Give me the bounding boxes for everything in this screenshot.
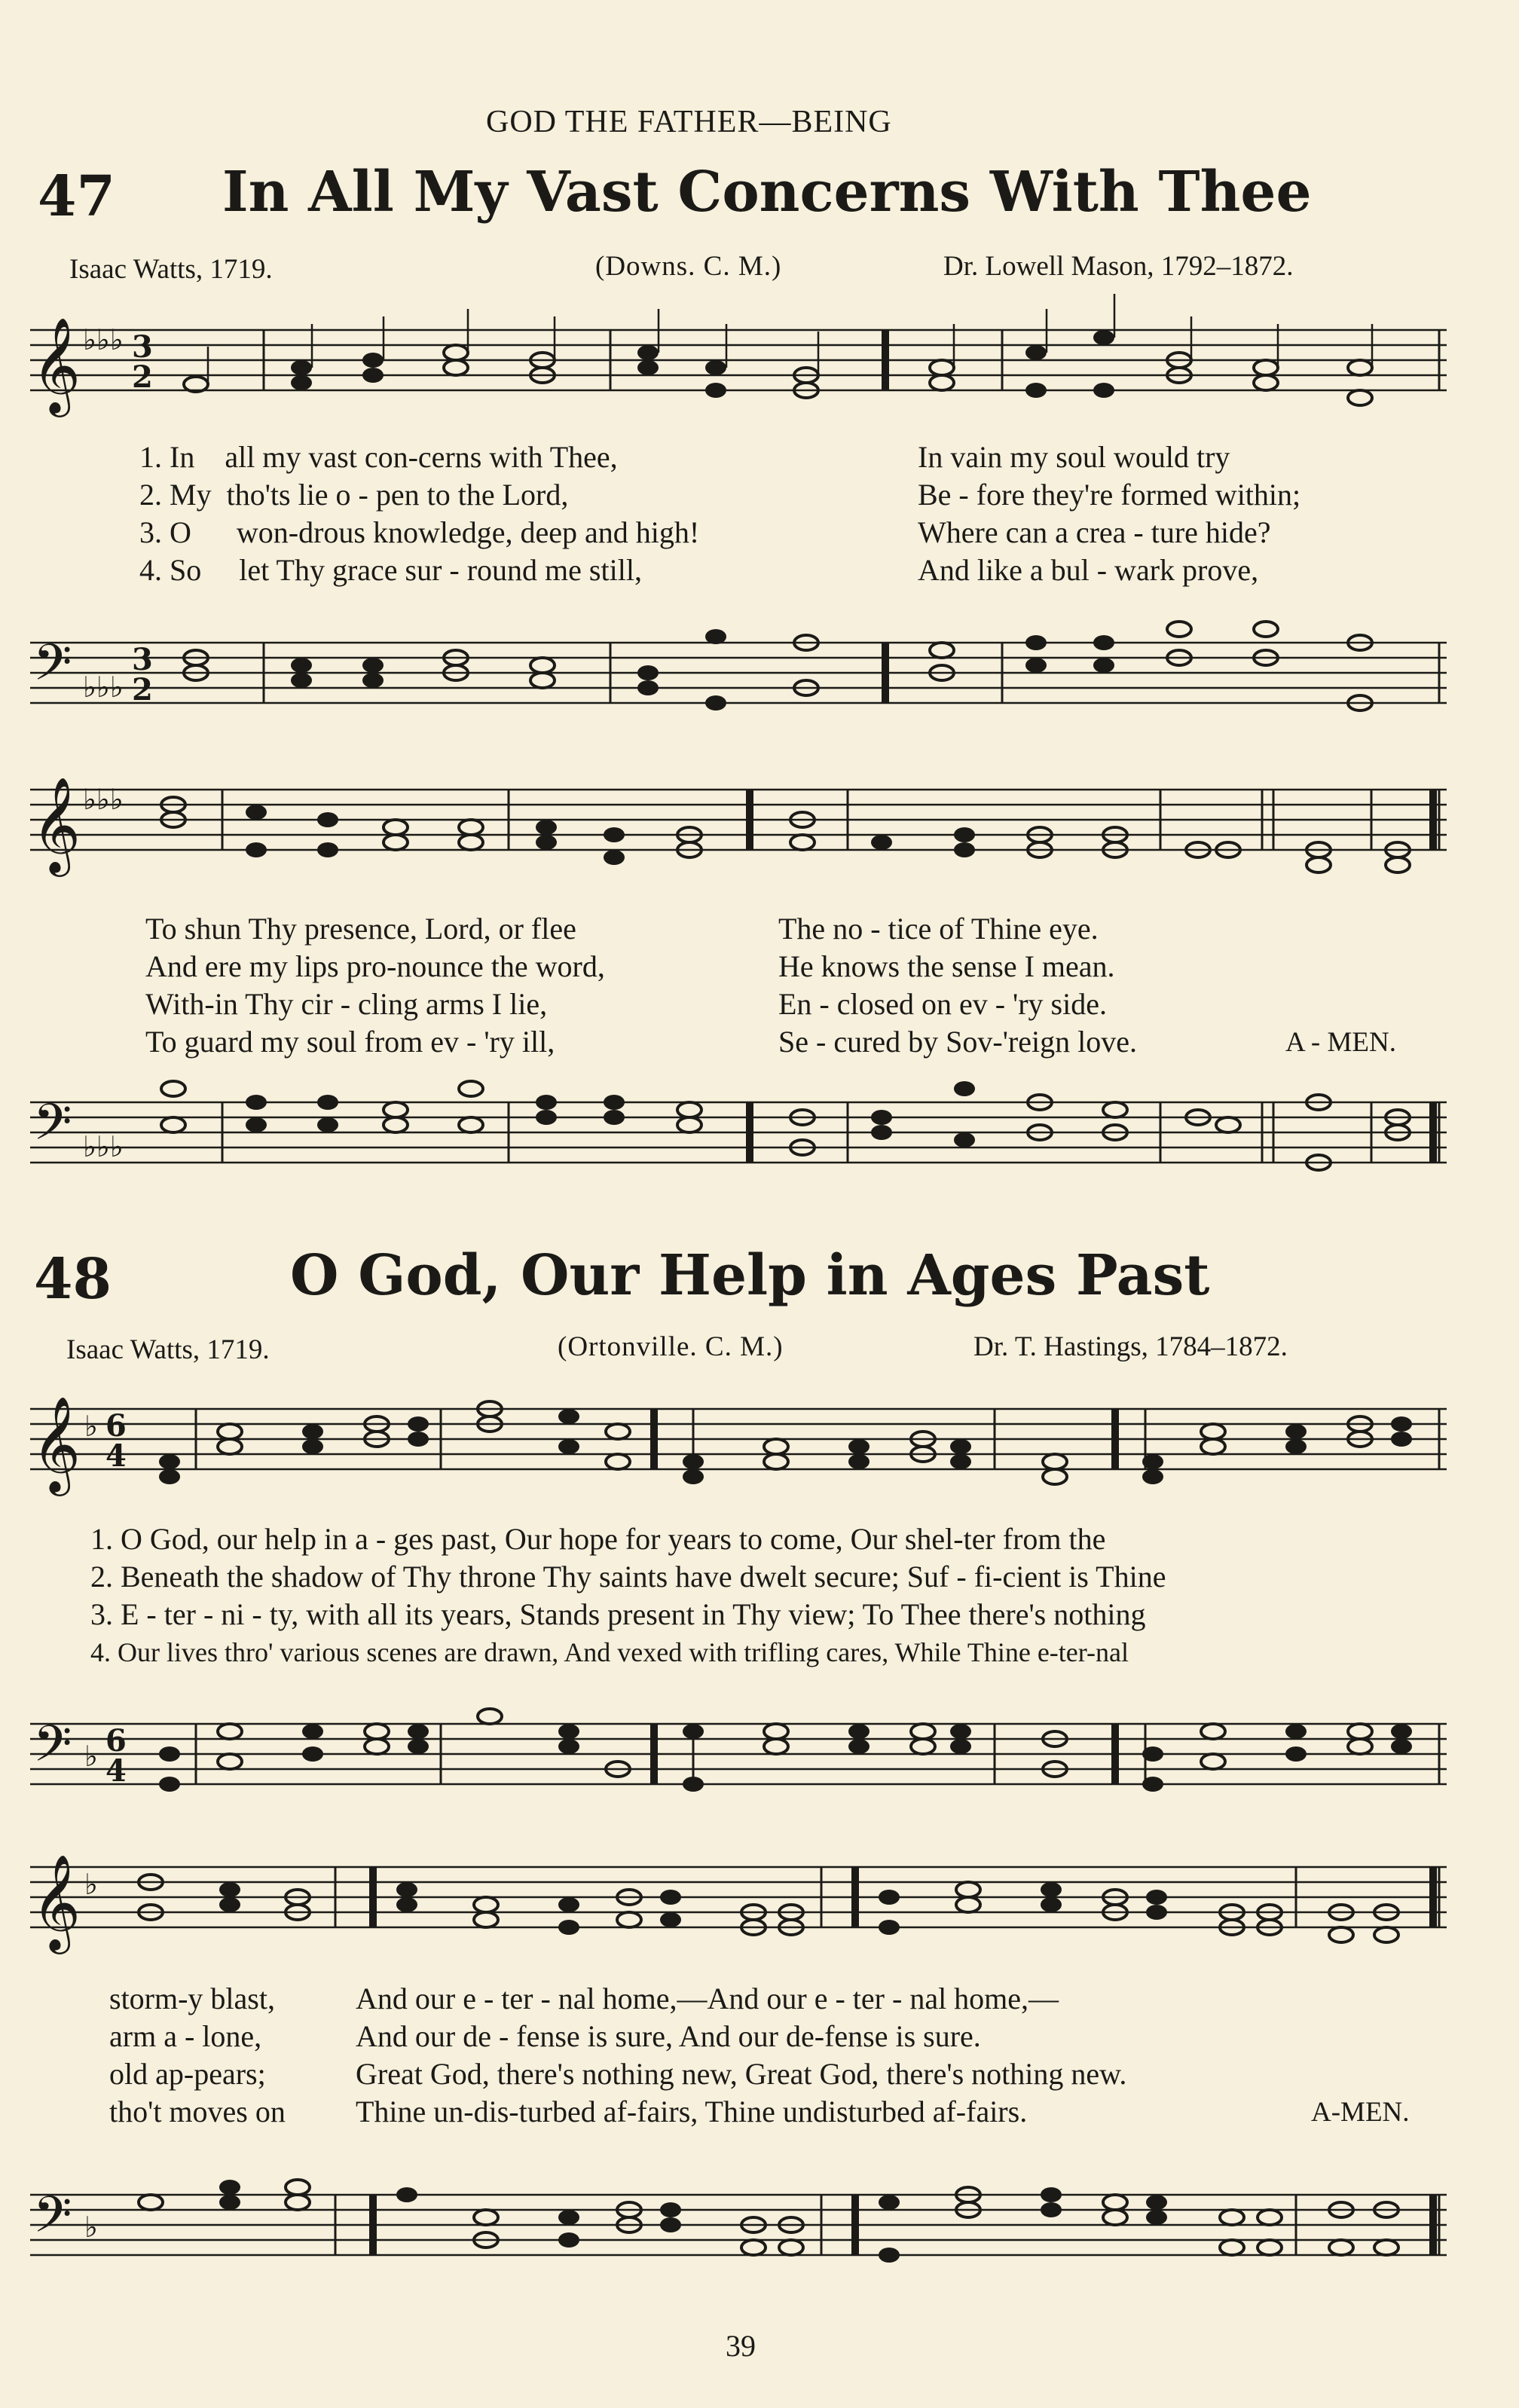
treble-clef-icon: 𝄞 xyxy=(32,1395,81,1492)
hymn-48-author: Isaac Watts, 1719. xyxy=(66,1334,270,1365)
hymn-47-verse-4: 4. So let Thy grace sur - round me still, xyxy=(139,553,642,587)
bass-clef-icon: 𝄢 xyxy=(33,1093,72,1163)
bass-clef-icon: 𝄢 xyxy=(33,2186,72,2256)
hymn-48-verse-1-line-2-start: storm-y blast, xyxy=(109,1982,275,2015)
hymn-48-system-2-bass-staff xyxy=(30,2186,1447,2272)
hymn-48-verse-4-line-2: Thine un-dis-turbed af-fairs, Thine undisturbed af-fairs. xyxy=(356,2095,1028,2128)
hymn-47-system-1-treble-staff xyxy=(30,316,1447,413)
hymn-47-verse-4-line-2-end: Se - cured by Sov-'reign love. xyxy=(778,1025,1137,1059)
flat-sign-icon: ♭♭♭ xyxy=(83,323,124,356)
hymn-47-verse-2: 2. My tho'ts lie o - pen to the Lord, xyxy=(139,478,569,512)
hymn-47-verse-3-end: Where can a crea - ture hide? xyxy=(918,515,1271,549)
hymn-47-system-1-bass-staff xyxy=(30,634,1447,720)
hymn-number-47: 47 xyxy=(38,164,115,229)
hymn-48-amen: A-MEN. xyxy=(1311,2097,1410,2128)
hymn-48-verse-4: 4. Our lives thro' various scenes are drawn, And vexed with trifling cares, While Thine e-ter-nal xyxy=(90,1637,1129,1667)
hymn-47-verse-2-end: Be - fore they're formed within; xyxy=(918,478,1301,512)
hymn-47-verse-3-line-2: With-in Thy cir - cling arms I lie, xyxy=(145,987,548,1021)
flat-sign-icon: ♭♭♭ xyxy=(83,783,124,816)
hymn-47-system-2-treble-staff xyxy=(30,776,1447,872)
hymn-47-verse-4-end: And like a bul - wark prove, xyxy=(918,553,1259,587)
hymn-48-verse-3-line-2-start: old ap-pears; xyxy=(109,2057,266,2091)
hymn-48-composer: Dr. T. Hastings, 1784–1872. xyxy=(973,1331,1288,1362)
flat-sign-icon: ♭ xyxy=(84,1410,98,1443)
hymn-47-verse-1: 1. In all my vast con-cerns with Thee, xyxy=(139,440,618,474)
hymn-47-amen: A - MEN. xyxy=(1285,1027,1396,1058)
hymn-48-verse-1: 1. O God, our help in a - ges past, Our hope for years to come, Our shel-ter from the xyxy=(90,1522,1106,1556)
flat-sign-icon: ♭ xyxy=(84,1740,98,1773)
bass-clef-icon: 𝄢 xyxy=(33,1715,72,1785)
hymn-48-verse-2-line-2-start: arm a - lone, xyxy=(109,2019,262,2053)
flat-sign-icon: ♭ xyxy=(84,1868,98,1901)
hymn-47-verse-1-line-2-end: The no - tice of Thine eye. xyxy=(778,912,1099,946)
hymn-47-verse-2-line-2: And ere my lips pro-nounce the word, xyxy=(145,949,605,983)
hymn-47-verse-3-line-2-end: En - closed on ev - 'ry side. xyxy=(778,987,1107,1021)
svg-text:3: 3 xyxy=(132,642,153,677)
hymn-47-system-2-bass-staff xyxy=(30,1093,1447,1179)
section-title: GOD THE FATHER—BEING xyxy=(486,105,892,139)
svg-text:2: 2 xyxy=(132,672,153,707)
hymn-47-tune: (Downs. C. M.) xyxy=(595,251,782,282)
hymn-48-system-1-treble-staff xyxy=(30,1395,1447,1492)
treble-clef-icon: 𝄞 xyxy=(32,316,81,413)
hymn-title-47: In All My Vast Concerns With Thee xyxy=(222,160,1312,225)
svg-text:6: 6 xyxy=(105,1723,127,1759)
hymn-47-verse-1-line-2: To shun Thy presence, Lord, or flee xyxy=(145,912,576,946)
hymn-47-author: Isaac Watts, 1719. xyxy=(69,254,273,285)
flat-sign-icon: ♭ xyxy=(84,2211,98,2244)
svg-text:4: 4 xyxy=(105,1438,127,1474)
svg-text:2: 2 xyxy=(132,359,153,395)
hymn-48-verse-4-line-2-start: tho't moves on xyxy=(109,2095,286,2128)
hymn-47-verse-3: 3. O won-drous knowledge, deep and high! xyxy=(139,515,700,549)
page-number: 39 xyxy=(726,2329,756,2363)
svg-text:4: 4 xyxy=(105,1753,127,1789)
hymn-47-verse-4-line-2: To guard my soul from ev - 'ry ill, xyxy=(145,1025,555,1059)
treble-clef-icon: 𝄞 xyxy=(32,776,81,872)
hymn-number-48: 48 xyxy=(34,1247,112,1312)
hymn-48-system-2-treble-staff xyxy=(30,1853,1447,1950)
hymn-47-verse-2-line-2-end: He knows the sense I mean. xyxy=(778,949,1115,983)
hymn-48-verse-3-line-2: Great God, there's nothing new, Great God, there's nothing new. xyxy=(356,2057,1127,2091)
hymn-48-verse-1-line-2: And our e - ter - nal home,—And our e - ter - nal home,— xyxy=(356,1982,1059,2015)
hymn-47-verse-1-end: In vain my soul would try xyxy=(918,440,1230,474)
svg-text:3: 3 xyxy=(132,329,153,365)
treble-clef-icon: 𝄞 xyxy=(32,1853,81,1950)
bass-clef-icon: 𝄢 xyxy=(33,634,72,704)
hymn-48-verse-3: 3. E - ter - ni - ty, with all its years, Stands present in Thy view; To Thee there's nothing xyxy=(90,1597,1146,1631)
flat-sign-icon: ♭♭♭ xyxy=(83,1130,124,1163)
svg-text:6: 6 xyxy=(105,1408,127,1444)
hymn-48-system-1-bass-staff xyxy=(30,1715,1447,1801)
hymn-title-48: O God, Our Help in Ages Past xyxy=(290,1243,1210,1308)
hymn-48-tune: (Ortonville. C. M.) xyxy=(558,1331,784,1362)
hymn-48-verse-2: 2. Beneath the shadow of Thy throne Thy saints have dwelt secure; Suf - fi-cient is Thine xyxy=(90,1560,1166,1594)
hymn-47-composer: Dr. Lowell Mason, 1792–1872. xyxy=(943,251,1294,282)
hymn-48-verse-2-line-2: And our de - fense is sure, And our de-fense is sure. xyxy=(356,2019,981,2053)
flat-sign-icon: ♭♭♭ xyxy=(83,671,124,704)
